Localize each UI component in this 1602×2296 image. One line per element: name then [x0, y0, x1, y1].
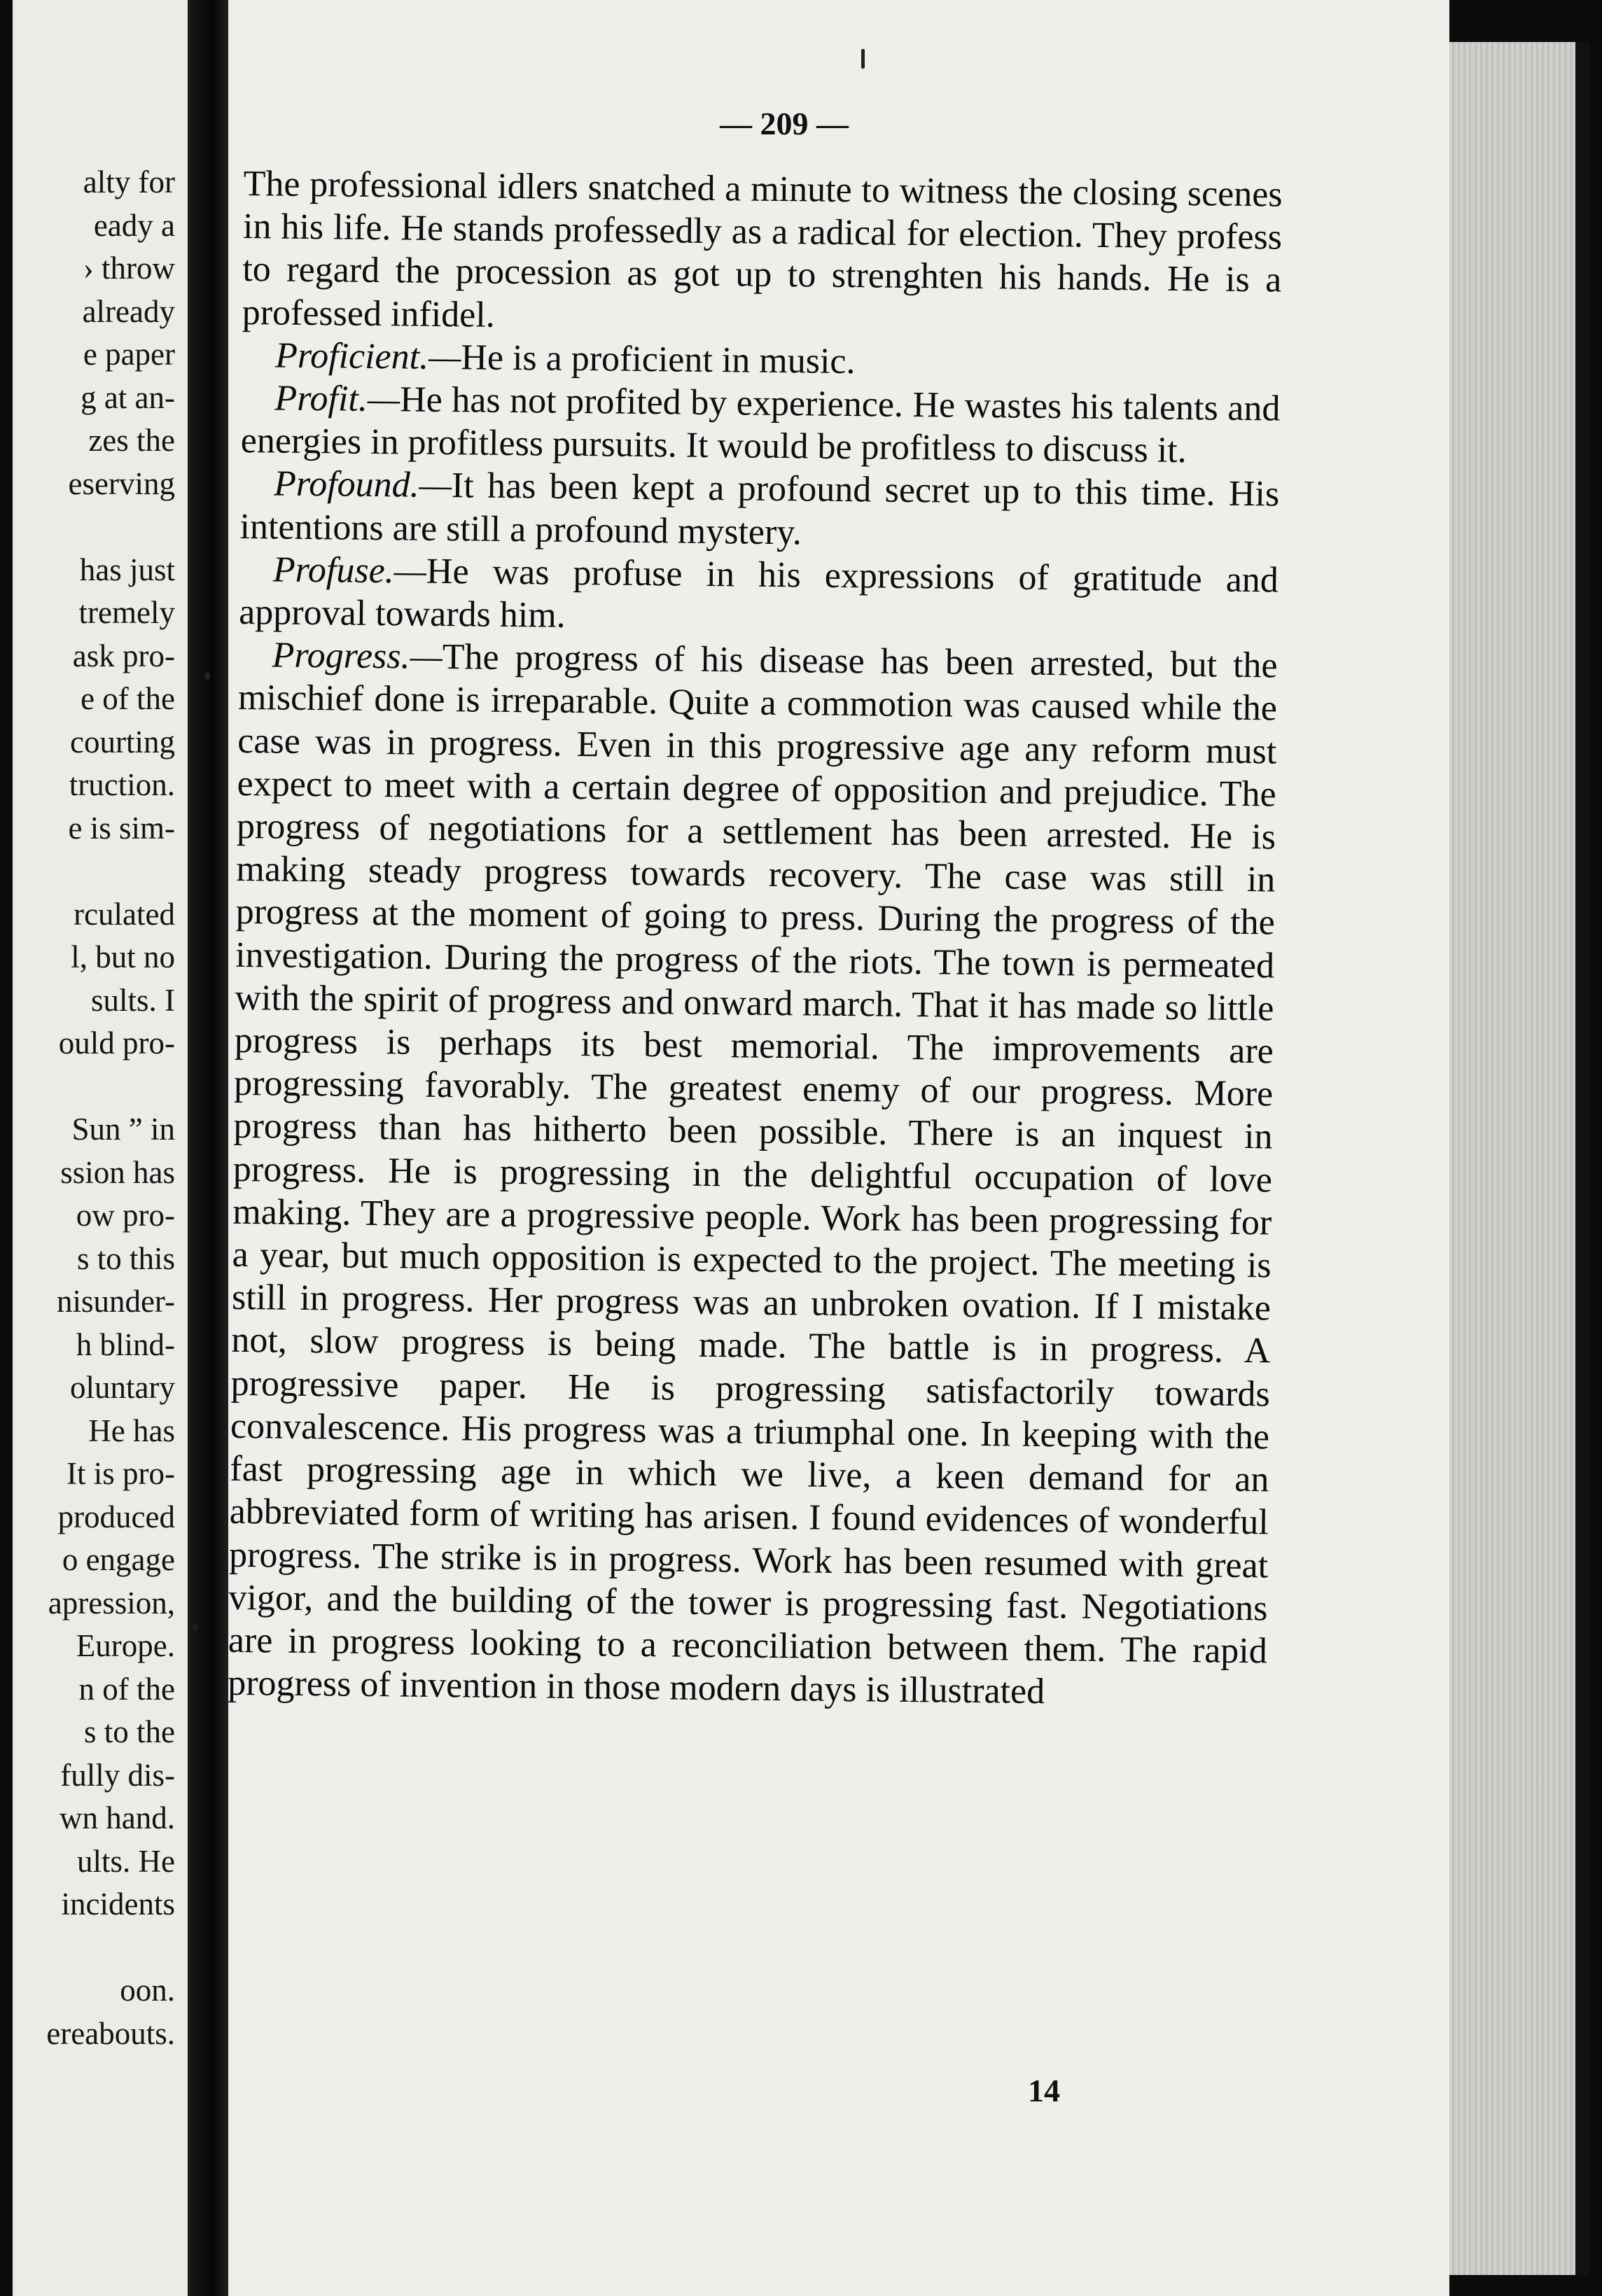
previous-page-line: zes the [88, 423, 175, 458]
entry-text: He was profuse in his expressions of gratitude and approval towards him. [238, 551, 1279, 636]
previous-page-line: produced [57, 1499, 175, 1534]
previous-page-text [46, 161, 175, 2055]
previous-page-line: He has [88, 1413, 175, 1448]
previous-page-line: incidents [61, 1886, 175, 1921]
entry-text: He is a proficient in music. [461, 337, 856, 382]
entry-text: The professional idlers snatched a minute to witness the closing scenes in his life. He stands professedly as a radical for election. They profess to regard the procession as got up to strenghten his hands. He is a professed infidel. [242, 163, 1283, 335]
dictionary-entry [228, 634, 1278, 1716]
entry-headword: Progress.— [272, 635, 443, 678]
previous-page-line: o engage [62, 1542, 175, 1577]
previous-page [13, 0, 188, 2296]
previous-page-line: h blind- [76, 1326, 175, 1362]
previous-page-line: l, but no [71, 939, 175, 974]
previous-page-line: g at an- [81, 379, 175, 415]
previous-page-line: wn hand. [60, 1800, 175, 1835]
entry-text: It has been kept a profound secret up to this time. His intentions are still a profound mystery. [239, 465, 1280, 552]
entry-headword: Profit.— [274, 378, 400, 420]
previous-page-line: ults. He [77, 1843, 175, 1879]
previous-page-line: rculated [74, 896, 175, 932]
dictionary-entry [239, 548, 1279, 645]
previous-page-line: oluntary [70, 1370, 175, 1405]
previous-page-line: › throw [83, 251, 175, 286]
previous-page-line [46, 1065, 175, 1109]
previous-page-line: ssion has [60, 1154, 175, 1190]
entry-text: The progress of his disease has been arrested, but the mischief done is irreparable. Quite a commotion was caused while the case was in progress. Even in this progressive age any reform must expect to meet with a certain degree of opposition and prejudice. The progress of negotiations for a settlement has been arrested. He is making steady progress towards recovery. The case was still in progress at the moment of going to press. During the progress of the investigation. During the progress of the riots. The town is permeated with the spirit of progress and onward march. That it has made so little progress is perhaps its best memorial. The improvements are progressing favorably. The greatest enemy of our progress. More progress than has hitherto been possible. There is an inquest in progress. He is progressing in the delightful occupation of love making. They are a progressive people. Work has been progressing for a year, but much opposition is expected to the project. The meeting is still in progress. Her progress was an unbroken ovation. If I mistake not, slow progress is being made. The battle is in progress. A progressive paper. He is progressing satisfactorily towards convalescence. His progress was a triumphal one. In keeping with the fast progressing age in which we live, a keen demand for an abbreviated form of writing has arisen. I found evidences of wonderful progress. The strike is in progress. Work has been resumed with great vigor, and the building of the tower is progressing fast. Negotiations are in progress looking to a reconciliation between them. The rapid progress of invention in those modern days is illustrated [227, 637, 1278, 1712]
dictionary-entry [239, 462, 1279, 559]
entry-text: He has not profited by experience. He wastes his talents and energies in profitless pursuits. It would be profitless to discuss it. [240, 379, 1281, 471]
previous-page-line: s to this [76, 1240, 175, 1276]
dictionary-entry [241, 377, 1281, 473]
previous-page-line: tremely [78, 595, 175, 630]
previous-page-line: fully dis- [60, 1757, 175, 1793]
previous-page-line: truction. [69, 767, 175, 802]
previous-page-line: Sun ” in [71, 1112, 175, 1147]
page-edges [1449, 42, 1589, 2275]
previous-page-line: has just [79, 552, 175, 587]
page-number-header: — 209 — [720, 106, 849, 141]
previous-page-line: nisunder- [56, 1284, 175, 1319]
previous-page-line: ask pro- [72, 638, 175, 673]
previous-page-line: alty for [83, 164, 175, 200]
previous-page-line [46, 850, 175, 893]
entry-headword: Profuse.— [272, 550, 427, 592]
book-gutter [188, 0, 228, 2296]
previous-page-line: It is pro- [67, 1456, 175, 1491]
previous-page-line: e is sim- [68, 810, 175, 846]
previous-page-line [46, 1926, 175, 1970]
previous-page-line: e of the [81, 681, 175, 716]
previous-page-line: ould pro- [58, 1026, 175, 1060]
previous-page-line: apression, [48, 1585, 175, 1620]
previous-page-line: oon. [120, 1973, 175, 2008]
previous-page-line: eserving [68, 465, 175, 501]
entry-headword: Proficient.— [274, 335, 461, 378]
page-body-text [228, 162, 1283, 1716]
previous-page-line: courting [70, 724, 175, 760]
ink-speck [861, 49, 865, 69]
ink-speck [204, 672, 210, 680]
previous-page-line: ow pro- [76, 1198, 175, 1233]
previous-page-line: n of the [78, 1671, 175, 1707]
ink-speck [193, 1624, 197, 1630]
previous-page-line: eady a [93, 207, 175, 243]
previous-page-line: sults. I [90, 982, 175, 1018]
entry-headword: Profound.— [273, 463, 452, 506]
previous-page-line [46, 505, 175, 549]
previous-page-line: ereabouts. [46, 2015, 175, 2051]
previous-page-line: already [82, 293, 175, 329]
previous-page-line: Europe. [76, 1628, 175, 1663]
previous-page-line: e paper [83, 337, 175, 372]
signature-number: 14 [1028, 2073, 1060, 2108]
continued-paragraph [242, 162, 1282, 344]
previous-page-line: s to the [84, 1714, 175, 1749]
